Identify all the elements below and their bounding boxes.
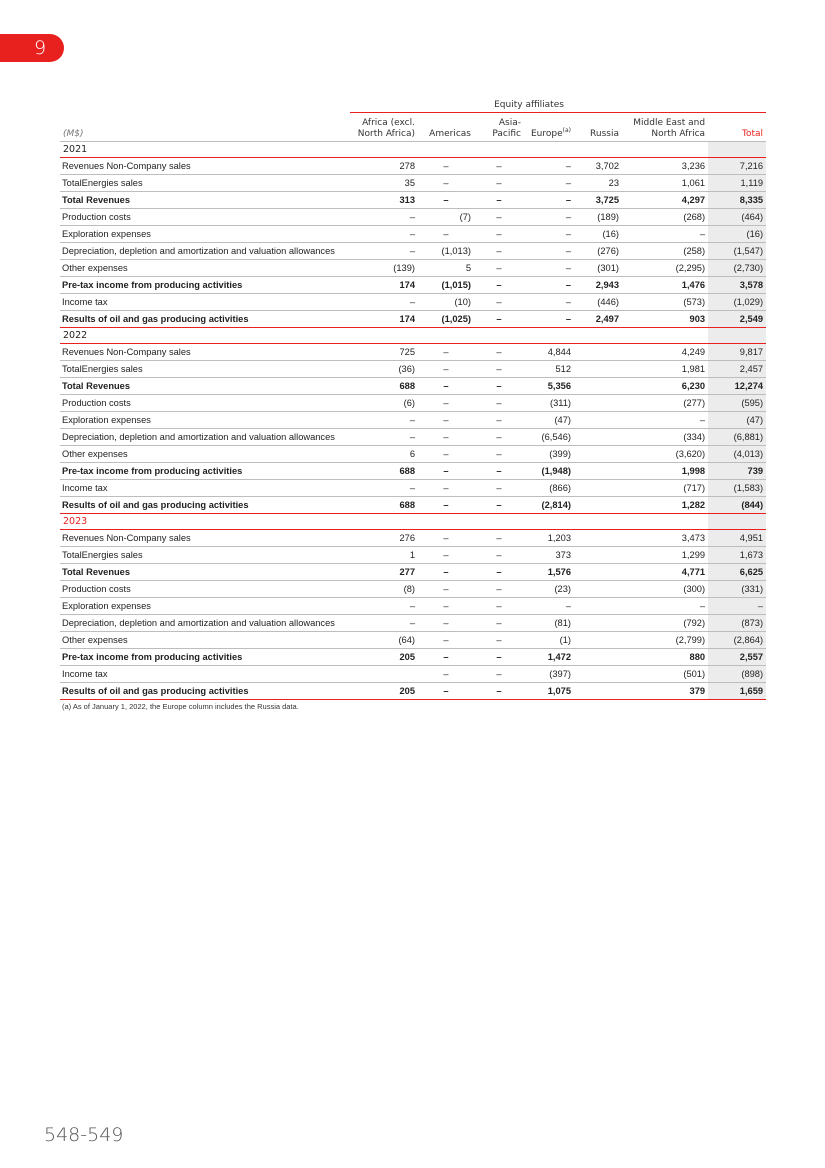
cell-total: 2,557 <box>708 649 766 666</box>
cell-africa: – <box>350 412 418 429</box>
table-row <box>60 480 766 497</box>
cell-africa: 205 <box>350 649 418 666</box>
cell-europe: (1,948) <box>524 463 574 480</box>
table-row <box>60 615 766 632</box>
table-row <box>60 277 766 294</box>
cell-total: 1,119 <box>708 175 766 192</box>
row-label: Pre-tax income from producing activities <box>60 463 350 480</box>
cell-asia-pacific: – <box>474 564 524 581</box>
year-label: 2023 <box>60 514 350 530</box>
year-label: 2021 <box>60 142 350 158</box>
cell-europe: – <box>524 209 574 226</box>
cell-europe: – <box>524 175 574 192</box>
cell-europe: 1,472 <box>524 649 574 666</box>
cell-russia <box>574 395 622 412</box>
cell-asia-pacific: – <box>474 429 524 446</box>
cell-russia: (189) <box>574 209 622 226</box>
table-row <box>60 311 766 328</box>
column-header-americas: Americas <box>418 113 474 142</box>
table-row <box>60 192 766 209</box>
cell-asia-pacific: – <box>474 209 524 226</box>
cell-middle-east: 4,249 <box>622 344 708 361</box>
cell-europe: 4,844 <box>524 344 574 361</box>
cell-africa: 688 <box>350 497 418 514</box>
cell-middle-east: (2,295) <box>622 260 708 277</box>
table-row <box>60 429 766 446</box>
cell-total: 7,216 <box>708 158 766 175</box>
cell-americas: – <box>418 361 474 378</box>
cell-europe: 1,203 <box>524 530 574 547</box>
column-header-row <box>60 113 766 142</box>
cell-africa: – <box>350 294 418 311</box>
cell-total: (1,583) <box>708 480 766 497</box>
cell-americas: – <box>418 395 474 412</box>
row-label: Exploration expenses <box>60 598 350 615</box>
column-header-europe: Europe$^{(a)}$ <box>524 113 574 142</box>
chapter-number-tab: 9 <box>0 34 64 62</box>
cell-total: (1,029) <box>708 294 766 311</box>
footnote: (a) As of January 1, 2022, the Europe column includes the Russia data. <box>62 702 299 711</box>
year-row <box>60 142 766 158</box>
cell-russia: (16) <box>574 226 622 243</box>
cell-africa: 276 <box>350 530 418 547</box>
cell-asia-pacific: – <box>474 158 524 175</box>
cell-asia-pacific: – <box>474 226 524 243</box>
cell-russia <box>574 344 622 361</box>
cell-middle-east: 1,299 <box>622 547 708 564</box>
cell-africa: 35 <box>350 175 418 192</box>
cell-africa <box>350 666 418 683</box>
cell-europe: 5,356 <box>524 378 574 395</box>
cell-europe: (1) <box>524 632 574 649</box>
cell-asia-pacific: – <box>474 649 524 666</box>
cell-total: 739 <box>708 463 766 480</box>
cell-middle-east: 880 <box>622 649 708 666</box>
table-row <box>60 226 766 243</box>
row-label: Depreciation, depletion and amortization and valuation allowances <box>60 615 350 632</box>
cell-asia-pacific: – <box>474 497 524 514</box>
cell-total: (47) <box>708 412 766 429</box>
row-label: Other expenses <box>60 446 350 463</box>
cell-asia-pacific: – <box>474 395 524 412</box>
cell-total: 3,578 <box>708 277 766 294</box>
row-label: Revenues Non-Company sales <box>60 344 350 361</box>
cell-americas: – <box>418 683 474 700</box>
cell-russia <box>574 666 622 683</box>
table-row <box>60 378 766 395</box>
column-header-africa: Africa (excl. North Africa) <box>350 113 418 142</box>
cell-asia-pacific: – <box>474 530 524 547</box>
cell-middle-east: (501) <box>622 666 708 683</box>
cell-europe: 1,576 <box>524 564 574 581</box>
table-row <box>60 564 766 581</box>
cell-total: (6,881) <box>708 429 766 446</box>
cell-africa: (139) <box>350 260 418 277</box>
cell-asia-pacific: – <box>474 260 524 277</box>
cell-africa: – <box>350 209 418 226</box>
table-row <box>60 395 766 412</box>
cell-middle-east: – <box>622 598 708 615</box>
cell-americas: – <box>418 530 474 547</box>
cell-europe: 373 <box>524 547 574 564</box>
table-row <box>60 547 766 564</box>
cell-americas: – <box>418 429 474 446</box>
cell-asia-pacific: – <box>474 412 524 429</box>
row-label: Results of oil and gas producing activities <box>60 683 350 700</box>
column-header-total: Total <box>708 113 766 142</box>
year-row <box>60 514 766 530</box>
cell-total: 1,659 <box>708 683 766 700</box>
cell-middle-east: (717) <box>622 480 708 497</box>
cell-russia <box>574 581 622 598</box>
cell-americas: – <box>418 564 474 581</box>
page-reference: 548-549 <box>44 1124 124 1146</box>
cell-total: (1,547) <box>708 243 766 260</box>
cell-middle-east: 1,981 <box>622 361 708 378</box>
cell-total: (898) <box>708 666 766 683</box>
cell-africa: 277 <box>350 564 418 581</box>
cell-americas: – <box>418 378 474 395</box>
cell-africa: 688 <box>350 378 418 395</box>
cell-americas: – <box>418 463 474 480</box>
row-label: Depreciation, depletion and amortization and valuation allowances <box>60 429 350 446</box>
cell-middle-east: 903 <box>622 311 708 328</box>
cell-asia-pacific: – <box>474 294 524 311</box>
cell-middle-east: – <box>622 226 708 243</box>
row-label: TotalEnergies sales <box>60 547 350 564</box>
cell-asia-pacific: – <box>474 277 524 294</box>
cell-americas: – <box>418 192 474 209</box>
table-row <box>60 412 766 429</box>
table-row <box>60 598 766 615</box>
cell-europe: (397) <box>524 666 574 683</box>
cell-russia: 23 <box>574 175 622 192</box>
cell-russia <box>574 530 622 547</box>
cell-total: 8,335 <box>708 192 766 209</box>
cell-russia: 3,702 <box>574 158 622 175</box>
column-header-russia: Russia <box>574 113 622 142</box>
cell-europe: (81) <box>524 615 574 632</box>
cell-middle-east: (573) <box>622 294 708 311</box>
cell-russia <box>574 480 622 497</box>
cell-americas: – <box>418 344 474 361</box>
cell-africa: – <box>350 429 418 446</box>
table-row <box>60 260 766 277</box>
cell-europe: – <box>524 311 574 328</box>
row-label: TotalEnergies sales <box>60 361 350 378</box>
cell-asia-pacific: – <box>474 547 524 564</box>
cell-americas: – <box>418 615 474 632</box>
cell-americas: 5 <box>418 260 474 277</box>
row-label: TotalEnergies sales <box>60 175 350 192</box>
row-label: Pre-tax income from producing activities <box>60 277 350 294</box>
cell-russia <box>574 429 622 446</box>
table-row <box>60 683 766 700</box>
cell-total: – <box>708 598 766 615</box>
cell-middle-east: (277) <box>622 395 708 412</box>
row-label: Results of oil and gas producing activities <box>60 311 350 328</box>
group-header-row <box>60 98 766 113</box>
cell-europe: – <box>524 598 574 615</box>
row-label: Exploration expenses <box>60 226 350 243</box>
cell-europe: – <box>524 158 574 175</box>
cell-total: 9,817 <box>708 344 766 361</box>
cell-americas: (1,015) <box>418 277 474 294</box>
cell-total: (2,864) <box>708 632 766 649</box>
row-label: Income tax <box>60 666 350 683</box>
cell-russia <box>574 615 622 632</box>
cell-russia <box>574 649 622 666</box>
cell-middle-east: 1,282 <box>622 497 708 514</box>
table-row <box>60 530 766 547</box>
cell-africa: – <box>350 598 418 615</box>
cell-total: 12,274 <box>708 378 766 395</box>
cell-europe: (311) <box>524 395 574 412</box>
cell-americas: (7) <box>418 209 474 226</box>
row-label: Production costs <box>60 209 350 226</box>
cell-americas: – <box>418 497 474 514</box>
cell-middle-east: 1,476 <box>622 277 708 294</box>
year-label: 2022 <box>60 328 350 344</box>
cell-middle-east: (258) <box>622 243 708 260</box>
cell-asia-pacific: – <box>474 311 524 328</box>
cell-russia <box>574 564 622 581</box>
row-label: Income tax <box>60 294 350 311</box>
cell-americas: – <box>418 446 474 463</box>
cell-russia <box>574 378 622 395</box>
cell-americas: – <box>418 412 474 429</box>
cell-total: (331) <box>708 581 766 598</box>
cell-total: (4,013) <box>708 446 766 463</box>
cell-africa: – <box>350 243 418 260</box>
cell-africa: 174 <box>350 277 418 294</box>
cell-americas: – <box>418 226 474 243</box>
cell-total: (873) <box>708 615 766 632</box>
cell-africa: (8) <box>350 581 418 598</box>
cell-americas: – <box>418 158 474 175</box>
cell-americas: – <box>418 547 474 564</box>
cell-americas: – <box>418 175 474 192</box>
cell-total: (16) <box>708 226 766 243</box>
table-row <box>60 209 766 226</box>
cell-asia-pacific: – <box>474 463 524 480</box>
cell-europe: – <box>524 277 574 294</box>
cell-middle-east: (268) <box>622 209 708 226</box>
cell-americas: (1,013) <box>418 243 474 260</box>
cell-russia <box>574 361 622 378</box>
cell-middle-east: 3,236 <box>622 158 708 175</box>
cell-africa: 174 <box>350 311 418 328</box>
cell-asia-pacific: – <box>474 175 524 192</box>
cell-russia <box>574 463 622 480</box>
cell-asia-pacific: – <box>474 632 524 649</box>
row-label: Revenues Non-Company sales <box>60 158 350 175</box>
cell-africa: (36) <box>350 361 418 378</box>
row-label: Total Revenues <box>60 378 350 395</box>
cell-total: (595) <box>708 395 766 412</box>
column-header-asia-pacific: Asia- Pacific <box>474 113 524 142</box>
table-row <box>60 497 766 514</box>
cell-middle-east: (3,620) <box>622 446 708 463</box>
table-row <box>60 632 766 649</box>
cell-russia: (301) <box>574 260 622 277</box>
cell-europe: (47) <box>524 412 574 429</box>
cell-africa: 278 <box>350 158 418 175</box>
cell-americas: – <box>418 581 474 598</box>
cell-europe: – <box>524 192 574 209</box>
cell-africa: – <box>350 615 418 632</box>
row-label: Depreciation, depletion and amortization and valuation allowances <box>60 243 350 260</box>
cell-middle-east: 4,771 <box>622 564 708 581</box>
table-row <box>60 243 766 260</box>
cell-russia <box>574 632 622 649</box>
cell-middle-east: (334) <box>622 429 708 446</box>
cell-russia <box>574 446 622 463</box>
table-row <box>60 361 766 378</box>
cell-asia-pacific: – <box>474 192 524 209</box>
cell-asia-pacific: – <box>474 243 524 260</box>
cell-middle-east: 1,998 <box>622 463 708 480</box>
cell-americas: – <box>418 480 474 497</box>
cell-europe: 1,075 <box>524 683 574 700</box>
row-label: Production costs <box>60 581 350 598</box>
row-label: Other expenses <box>60 260 350 277</box>
cell-asia-pacific: – <box>474 581 524 598</box>
table-row <box>60 158 766 175</box>
cell-americas: (10) <box>418 294 474 311</box>
cell-middle-east: 6,230 <box>622 378 708 395</box>
year-row <box>60 328 766 344</box>
cell-europe: 512 <box>524 361 574 378</box>
cell-total: (464) <box>708 209 766 226</box>
cell-russia: 3,725 <box>574 192 622 209</box>
cell-total: 2,457 <box>708 361 766 378</box>
cell-middle-east: 379 <box>622 683 708 700</box>
table-row <box>60 666 766 683</box>
table-row <box>60 294 766 311</box>
cell-europe: – <box>524 226 574 243</box>
cell-europe: (866) <box>524 480 574 497</box>
table-row <box>60 581 766 598</box>
cell-asia-pacific: – <box>474 446 524 463</box>
cell-europe: – <box>524 294 574 311</box>
cell-africa: 6 <box>350 446 418 463</box>
cell-russia: (446) <box>574 294 622 311</box>
row-label: Other expenses <box>60 632 350 649</box>
cell-africa: – <box>350 480 418 497</box>
cell-africa: (6) <box>350 395 418 412</box>
cell-africa: (64) <box>350 632 418 649</box>
cell-asia-pacific: – <box>474 361 524 378</box>
cell-asia-pacific: – <box>474 344 524 361</box>
cell-total: 1,673 <box>708 547 766 564</box>
cell-russia <box>574 412 622 429</box>
cell-russia: (276) <box>574 243 622 260</box>
cell-americas: (1,025) <box>418 311 474 328</box>
row-label: Total Revenues <box>60 192 350 209</box>
cell-americas: – <box>418 666 474 683</box>
cell-asia-pacific: – <box>474 683 524 700</box>
cell-middle-east: 3,473 <box>622 530 708 547</box>
equity-affiliates-results-table <box>60 98 766 700</box>
cell-middle-east: 1,061 <box>622 175 708 192</box>
cell-total: (2,730) <box>708 260 766 277</box>
table-row <box>60 175 766 192</box>
column-header-middle-east: Middle East and North Africa <box>622 113 708 142</box>
cell-asia-pacific: – <box>474 615 524 632</box>
cell-americas: – <box>418 598 474 615</box>
cell-europe: (2,814) <box>524 497 574 514</box>
table-row <box>60 446 766 463</box>
cell-middle-east: (792) <box>622 615 708 632</box>
cell-europe: – <box>524 243 574 260</box>
cell-europe: (23) <box>524 581 574 598</box>
row-label: Revenues Non-Company sales <box>60 530 350 547</box>
cell-americas: – <box>418 649 474 666</box>
row-label: Total Revenues <box>60 564 350 581</box>
cell-middle-east: (300) <box>622 581 708 598</box>
cell-russia: 2,943 <box>574 277 622 294</box>
table-row <box>60 649 766 666</box>
cell-total: (844) <box>708 497 766 514</box>
row-label: Production costs <box>60 395 350 412</box>
cell-asia-pacific: – <box>474 598 524 615</box>
table-body <box>60 142 766 700</box>
cell-total: 6,625 <box>708 564 766 581</box>
cell-africa: 1 <box>350 547 418 564</box>
cell-africa: 313 <box>350 192 418 209</box>
table-row <box>60 344 766 361</box>
cell-middle-east: 4,297 <box>622 192 708 209</box>
row-label: Exploration expenses <box>60 412 350 429</box>
cell-europe: (6,546) <box>524 429 574 446</box>
cell-middle-east: (2,799) <box>622 632 708 649</box>
cell-europe: – <box>524 260 574 277</box>
group-header-equity-affiliates: Equity affiliates <box>350 98 708 113</box>
cell-russia <box>574 497 622 514</box>
row-label: Income tax <box>60 480 350 497</box>
cell-total: 4,951 <box>708 530 766 547</box>
cell-africa: 205 <box>350 683 418 700</box>
cell-americas: – <box>418 632 474 649</box>
cell-russia <box>574 598 622 615</box>
cell-total: 2,549 <box>708 311 766 328</box>
unit-label: (M$) <box>60 113 350 142</box>
cell-europe: (399) <box>524 446 574 463</box>
cell-russia <box>574 683 622 700</box>
cell-russia: 2,497 <box>574 311 622 328</box>
cell-africa: 725 <box>350 344 418 361</box>
cell-asia-pacific: – <box>474 666 524 683</box>
cell-asia-pacific: – <box>474 378 524 395</box>
cell-africa: 688 <box>350 463 418 480</box>
row-label: Pre-tax income from producing activities <box>60 649 350 666</box>
row-label: Results of oil and gas producing activities <box>60 497 350 514</box>
cell-middle-east: – <box>622 412 708 429</box>
table-row <box>60 463 766 480</box>
cell-russia <box>574 547 622 564</box>
cell-africa: – <box>350 226 418 243</box>
cell-asia-pacific: – <box>474 480 524 497</box>
